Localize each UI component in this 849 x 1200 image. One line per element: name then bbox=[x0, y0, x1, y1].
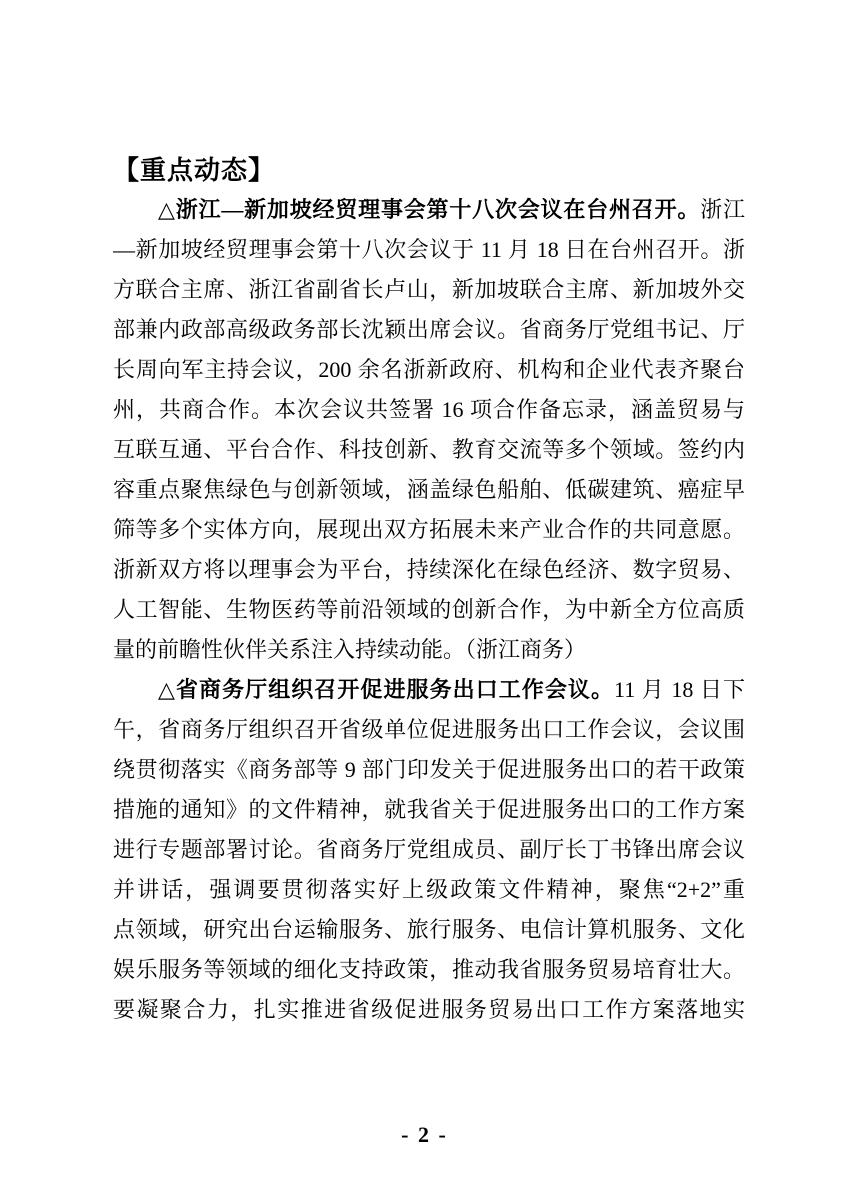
text-line bbox=[113, 870, 745, 910]
page-number: - 2 - bbox=[401, 1122, 448, 1147]
entry-text: 11 月 18 日下 bbox=[614, 677, 745, 702]
entry-text: 长周向军主持会议，200 余名浙新政府、机构和企业代表齐聚台 bbox=[113, 357, 745, 382]
section-header: 【重点动态】 bbox=[113, 155, 276, 185]
entry-text: 量的前瞻性伙伴关系注入持续动能。（浙江商务） bbox=[113, 637, 587, 662]
text-line bbox=[113, 390, 745, 430]
entry-text: 绕贯彻落实《商务部等 9 部门印发关于促进服务出口的若干政策 bbox=[113, 757, 745, 782]
entry-text: 州，共商合作。本次会议共签署 16 项合作备忘录，涵盖贸易与 bbox=[113, 397, 745, 422]
entry-text: 娱乐服务等领域的细化支持政策，推动我省服务贸易培育壮大。 bbox=[113, 957, 745, 982]
text-line bbox=[113, 430, 745, 470]
text-line bbox=[113, 990, 745, 1030]
entry-text: 方联合主席、浙江省副省长卢山，新加坡联合主席、新加坡外交 bbox=[113, 277, 745, 302]
body-text bbox=[113, 190, 745, 1030]
text-line bbox=[113, 710, 745, 750]
paragraph-zhejiang-singapore-council-meeting bbox=[113, 190, 745, 670]
text-line bbox=[113, 590, 745, 630]
entry-text: 互联互通、平台合作、科技创新、教育交流等多个领域。签约内 bbox=[113, 437, 745, 462]
text-line bbox=[113, 790, 745, 830]
entry-text: 容重点聚焦绿色与创新领域，涵盖绿色船舶、低碳建筑、癌症早 bbox=[113, 477, 745, 502]
text-line bbox=[113, 550, 745, 590]
entry-text: 要凝聚合力，扎实推进省级促进服务贸易出口工作方案落地实 bbox=[113, 997, 745, 1022]
entry-text: 浙江 bbox=[700, 197, 745, 222]
text-line bbox=[113, 830, 745, 870]
text-line bbox=[113, 950, 745, 990]
entry-text: 筛等多个实体方向，展现出双方拓展未来产业合作的共同意愿。 bbox=[113, 517, 745, 542]
entry-text: 人工智能、生物医药等前沿领域的创新合作，为中新全方位高质 bbox=[113, 597, 745, 622]
entry-text: 部兼内政部高级政务部长沈颖出席会议。省商务厅党组书记、厅 bbox=[113, 317, 745, 342]
entry-text: 午，省商务厅组织召开省级单位促进服务出口工作会议，会议围 bbox=[113, 717, 745, 742]
text-line bbox=[113, 270, 745, 310]
entry-text: —新加坡经贸理事会第十八次会议于 11 月 18 日在台州召开。浙 bbox=[113, 237, 745, 262]
entry-text: 并讲话，强调要贯彻落实好上级政策文件精神，聚焦“2+2”重 bbox=[113, 877, 745, 902]
entry-text: 点领域，研究出台运输服务、旅行服务、电信计算机服务、文化 bbox=[113, 917, 745, 942]
text-line bbox=[113, 670, 745, 710]
paragraph-service-export-work-meeting bbox=[113, 670, 745, 1030]
text-line bbox=[113, 230, 745, 270]
entry-heading: △浙江—新加坡经贸理事会第十八次会议在台州召开。 bbox=[158, 197, 701, 222]
text-line bbox=[113, 350, 745, 390]
entry-text: 进行专题部署讨论。省商务厅党组成员、副厅长丁书锋出席会议 bbox=[113, 837, 745, 862]
text-line bbox=[113, 630, 745, 670]
text-line bbox=[113, 190, 745, 230]
text-line bbox=[113, 750, 745, 790]
text-line bbox=[113, 470, 745, 510]
text-line bbox=[113, 510, 745, 550]
entry-heading: △省商务厅组织召开促进服务出口工作会议。 bbox=[158, 677, 615, 702]
text-line bbox=[113, 310, 745, 350]
document-content bbox=[113, 150, 745, 1030]
entry-text: 措施的通知》的文件精神，就我省关于促进服务出口的工作方案 bbox=[113, 797, 745, 822]
page-footer bbox=[0, 1122, 849, 1148]
entry-text: 浙新双方将以理事会为平台，持续深化在绿色经济、数字贸易、 bbox=[113, 557, 745, 582]
text-line bbox=[113, 910, 745, 950]
